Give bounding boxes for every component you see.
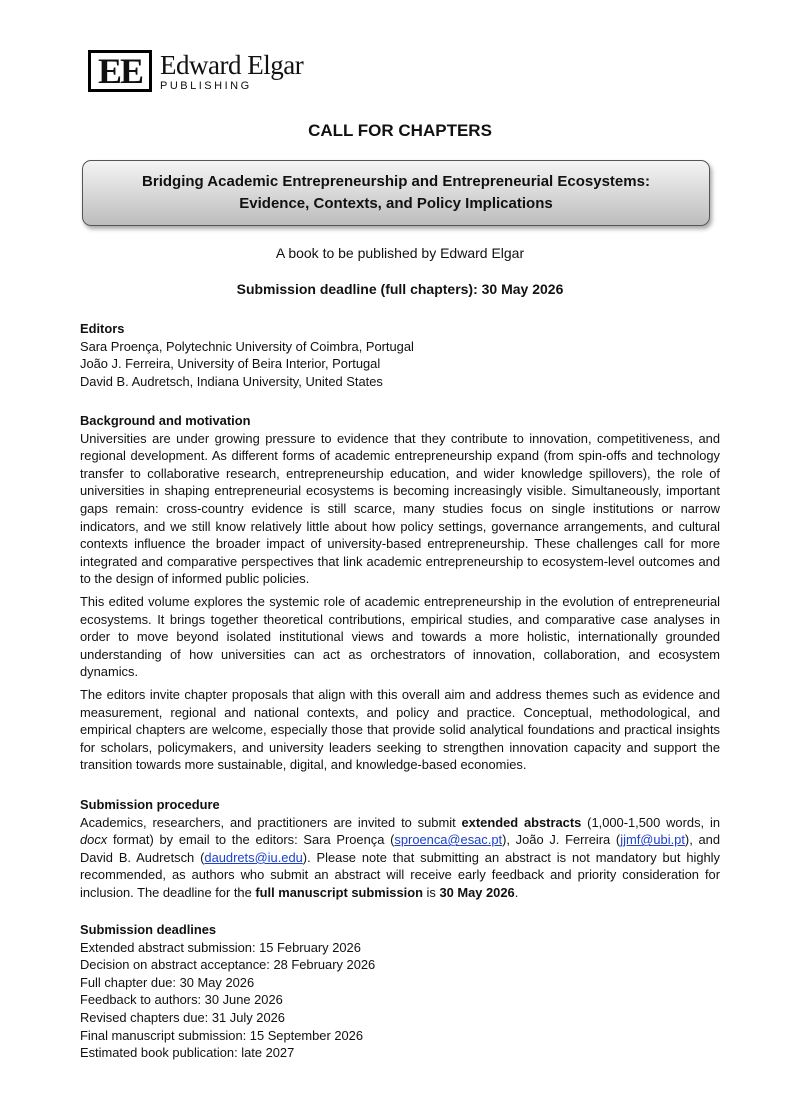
procedure-bold: extended abstracts	[461, 814, 582, 830]
procedure-section	[80, 796, 720, 902]
deadline-item: Revised chapters due: 31 July 2026	[80, 1009, 285, 1025]
procedure-text: ), and David B. Audretsch (	[80, 832, 721, 865]
editors-heading: Editors	[80, 321, 125, 336]
subtitle: A book to be published by Edward Elgar	[275, 245, 525, 261]
deadline-line: Submission deadline (full chapters): 30 May 2026	[236, 281, 564, 297]
deadline-item: Final manuscript submission: 15 September 2026	[80, 1027, 364, 1043]
procedure-heading: Submission procedure	[80, 797, 220, 812]
editor-item: João J. Ferreira, University of Beira Interior, Portugal	[80, 356, 381, 372]
email-link-proenca[interactable]: sproenca@esac.pt	[394, 832, 503, 848]
deadline-item: Full chapter due: 30 May 2026	[80, 974, 255, 990]
logo-mark: EE	[88, 50, 152, 92]
background-section	[80, 412, 720, 774]
procedure-text: is	[422, 884, 440, 900]
deadlines-heading: Submission deadlines	[80, 922, 217, 937]
book-title-line1: Bridging Academic Entrepreneurship and Entrepreneurial Ecosystems:	[142, 173, 650, 190]
background-paragraph-2: This edited volume explores the systemic role of academic entrepreneurship in the evolution of entrepreneurial ecosystems. It brings together theoretical contributions, empirical studies, and comparative case analyses in order to move beyond isolated institutional views and towards a more holistic, internationally grounded understanding of how universities can act as orchestrators of innovation, collaboration, and ecosystem dynamics.	[80, 593, 720, 680]
procedure-text: Academics, researchers, and practitioners are invited to submit	[80, 814, 462, 830]
procedure-text: (1,000-1,500 words, in	[581, 814, 720, 830]
email-link-ferreira[interactable]: jjmf@ubi.pt	[620, 832, 685, 848]
editor-item: Sara Proença, Polytechnic University of Coimbra, Portugal	[80, 338, 414, 354]
publisher-name: Edward Elgar	[160, 50, 304, 80]
publisher-logo	[88, 50, 303, 92]
deadline-item: Extended abstract submission: 15 February 2026	[80, 939, 361, 955]
procedure-bold: full manuscript submission	[255, 884, 423, 900]
publisher-sub: PUBLISHING	[160, 80, 252, 92]
deadline-item: Decision on abstract acceptance: 28 February 2026	[80, 957, 376, 973]
logo-text	[160, 50, 303, 92]
call-title: CALL FOR CHAPTERS	[308, 121, 492, 140]
book-title-line2: Evidence, Contexts, and Policy Implications	[239, 195, 553, 212]
editor-item: David B. Audretsch, Indiana University, United States	[80, 373, 383, 389]
book-title-box	[82, 160, 710, 226]
background-heading: Background and motivation	[80, 413, 251, 428]
procedure-paragraph	[80, 814, 720, 902]
editors-section	[80, 320, 720, 390]
procedure-italic: docx	[80, 832, 108, 848]
procedure-text: .	[514, 884, 519, 900]
deadline-item: Estimated book publication: late 2027	[80, 1045, 295, 1061]
procedure-text: ). Please note that submitting an abstract is not mandatory but highly recommended, as authors who submit an abstract will receive early feedback and priority consideration for inclusion. The deadline for the	[80, 849, 720, 900]
background-paragraph-3: The editors invite chapter proposals that align with this overall aim and address themes such as evidence and measurement, regional and national contexts, and policy and practice. Conceptual, methodological, and empirical chapters are welcome, especially those that provide solid analytical foundations and practical insights for scholars, policymakers, and university leaders seeking to strengthen innovation capacity and support the transition towards more sustainable, digital, and knowledge-based economies.	[80, 686, 720, 773]
deadlines-section	[80, 921, 720, 1062]
procedure-text: ), João J. Ferreira (	[502, 832, 621, 848]
procedure-text: format) by email to the editors: Sara Proença (	[107, 832, 395, 848]
email-link-audretsch[interactable]: daudrets@iu.edu	[204, 849, 303, 865]
deadline-item: Feedback to authors: 30 June 2026	[80, 992, 283, 1008]
procedure-bold: 30 May 2026	[439, 884, 515, 900]
background-paragraph-1: Universities are under growing pressure to evidence that they contribute to innovation, competitiveness, and regional development. As different forms of academic entrepreneurship expand (from spin-offs and technology transfer to collaborative research, entrepreneurship education, and wider knowledge spillovers), the role of universities in shaping entrepreneurial ecosystems is becoming increasingly visible. Simultaneously, important gaps remain: cross-country evidence is still scarce, many studies focus on single institutions or narrow indicators, and we still know relatively little about how policy settings, governance arrangements, and cultural contexts influence the broader impact of university-based entrepreneurship. These challenges call for more integrated and comparative perspectives that link academic entrepreneurship to ecosystem-level outcomes and to the design of informed public policies.	[80, 430, 720, 587]
